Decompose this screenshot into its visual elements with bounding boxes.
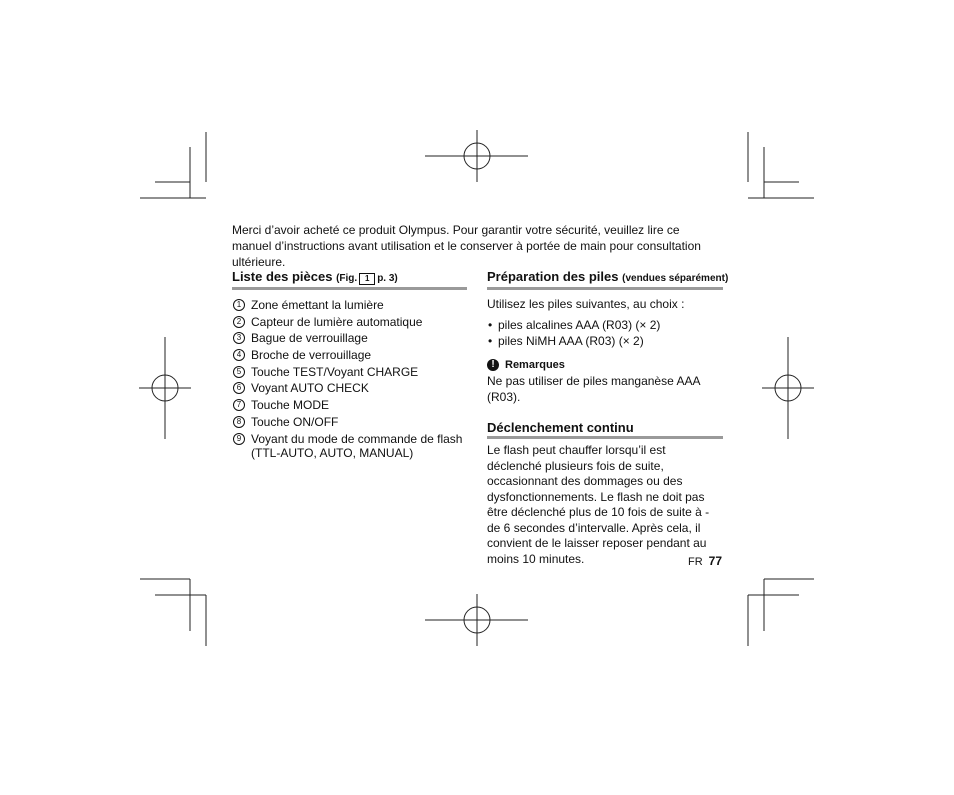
- item-label: Touche ON/OFF: [251, 414, 339, 429]
- parts-heading: [232, 269, 467, 290]
- continuous-title: Déclenchement continu: [487, 420, 634, 435]
- list-item: [232, 365, 467, 379]
- item-label: Broche de verrouillage: [251, 348, 372, 363]
- list-item: [232, 398, 467, 412]
- exclamation-icon: !: [487, 359, 499, 371]
- batteries-title: Préparation des piles: [487, 269, 619, 284]
- item-label: Zone émettant la lumière: [251, 298, 384, 312]
- remarks-title: Remarques: [505, 359, 565, 371]
- item-number: 4: [233, 349, 245, 361]
- parts-title: Liste des pièces: [232, 269, 333, 284]
- list-item: [232, 298, 467, 312]
- item-label: Capteur de lumière automatique: [251, 314, 423, 329]
- parts-section: [232, 269, 467, 462]
- figure-number-box: 1: [359, 273, 375, 285]
- batteries-section: [487, 269, 729, 567]
- item-number: 7: [233, 399, 245, 411]
- continuous-text: Le flash peut chauffer lorsqu’il est déclenché plusieurs fois de suite, occasionnant des dommages ou des dysfonctionnements. Le flash ne doit pas être déclenché plus de 10 fois de suite à - de 6 secondes d’intervalle. Après cela, il convient de le laisser reposer pendant au moins 10 minutes.: [487, 443, 710, 566]
- item-label: Bague de verrouillage: [251, 331, 368, 346]
- battery-list: [487, 317, 723, 349]
- parts-figure-ref: (Fig. 1 p. 3): [336, 273, 398, 284]
- item-label: Touche TEST/Voyant CHARGE: [251, 364, 419, 379]
- list-item: [232, 348, 467, 362]
- remarks-heading: [487, 357, 723, 373]
- item-label: Voyant AUTO CHECK: [251, 381, 369, 396]
- item-number: 6: [233, 382, 245, 394]
- list-item: [232, 381, 467, 395]
- list-item: • piles alcalines AAA (R03) (× 2): [487, 317, 723, 333]
- batteries-text: Utilisez les piles suivantes, au choix :: [487, 297, 685, 311]
- batteries-heading: [487, 269, 729, 290]
- item-number: 2: [233, 316, 245, 328]
- list-item: [232, 415, 467, 429]
- language-code: FR: [688, 556, 703, 568]
- item-number: 3: [233, 332, 245, 344]
- batteries-subtitle: (vendues séparément): [622, 273, 729, 284]
- page-footer: [688, 552, 722, 570]
- item-label: Voyant du mode de commande de flash (TTL-AUTO, AUTO, MANUAL): [251, 431, 463, 460]
- item-number: 1: [233, 299, 245, 311]
- item-number: 8: [233, 416, 245, 428]
- remarks-text: Ne pas utiliser de piles manganèse AAA (R03).: [487, 374, 700, 404]
- continuous-heading: [487, 420, 723, 439]
- parts-list: [232, 298, 467, 460]
- list-item: [232, 315, 467, 329]
- item-number: 9: [233, 433, 245, 445]
- page-number: 77: [708, 554, 723, 568]
- list-item: • piles NiMH AAA (R03) (× 2): [487, 333, 723, 349]
- list-item: [232, 432, 467, 460]
- item-number: 5: [233, 366, 245, 378]
- intro-paragraph: Merci d’avoir acheté ce produit Olympus. Pour garantir votre sécurité, veuillez lire ce manuel d’instructions avant utilisation et le conserver à portée de main pour consultation ultérieure.: [232, 223, 701, 269]
- item-label: Touche MODE: [251, 398, 330, 413]
- list-item: [232, 331, 467, 345]
